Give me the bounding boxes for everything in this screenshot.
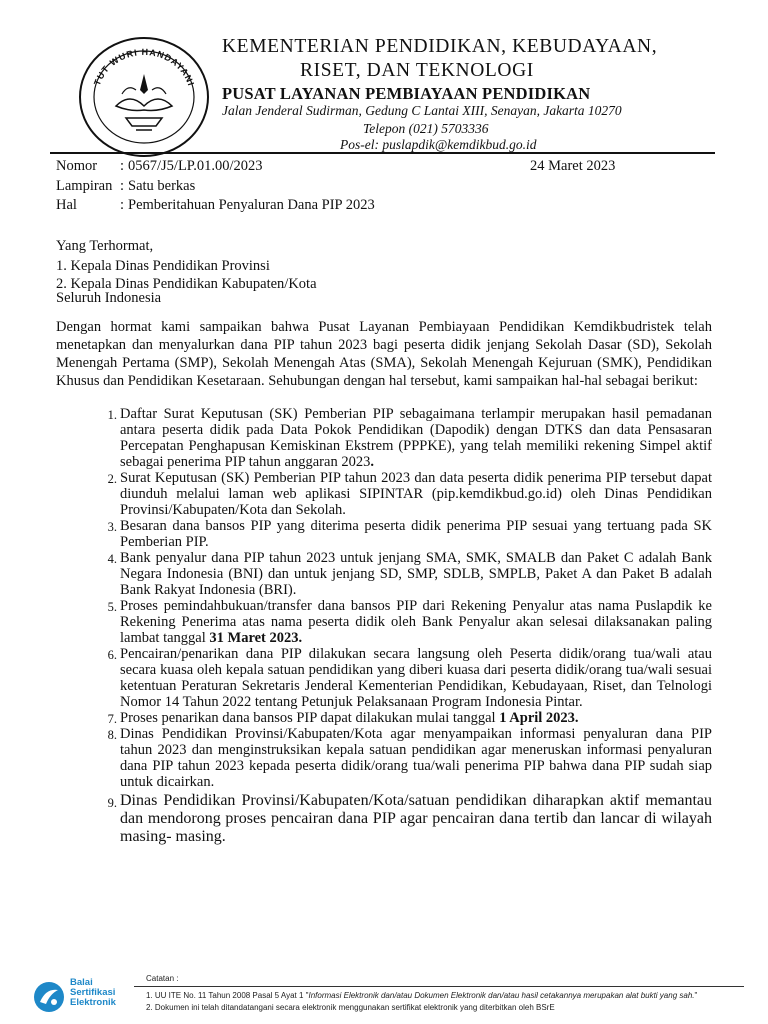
list-item: 5. Proses pemindahbukuan/transfer dana bansos PIP dari Rekening Penyalur atas nama Puslapdik ke Rekening Penerima atas nama peserta didik oleh Bank Penyalur akan selesai dilaksanakan paling lambat tanggal 31 Maret 2023. bbox=[107, 598, 712, 646]
list-item: 9. Dinas Pendidikan Provinsi/Kabupaten/Kota/satuan pendidikan diharapkan aktif memantau dan mendorong proses pencairan dana PIP agar pencairan dana tertib dan lancar di wilayah masing- masing. bbox=[107, 792, 712, 845]
bse-logo-line1: Balai bbox=[70, 977, 93, 988]
letter-date: 24 Maret 2023 bbox=[530, 158, 616, 174]
lampiran-value: Satu berkas bbox=[128, 178, 196, 194]
addressee-line3: Seluruh Indonesia bbox=[56, 290, 162, 306]
logo-motto: TUT WURI HANDAYANI bbox=[91, 46, 197, 88]
ministry-title-line1: KEMENTERIAN PENDIDIKAN, KEBUDAYAAN, bbox=[222, 36, 658, 57]
ministry-title-line2: RISET, DAN TEKNOLOGI bbox=[300, 60, 534, 81]
list-item: 7. Proses penarikan dana bansos PIP dapat dilakukan mulai tanggal 1 April 2023. bbox=[107, 710, 579, 726]
list-item: 6. Pencairan/penarikan dana PIP dilakukan secara langsung oleh Peserta didik/orang tua/wali atau secara kuasa oleh kepala satuan pendidikan yang diberi kuasa dari peserta didik/orang tua/wali sesuai ketentuan Peraturan Sekretaris Jenderal Kementerian Pendidikan, Kebudayaan, Riset, dan Telnologi Nomor 14 Tahun 2022 tentang Petunjuk Pelaksanaan Program Indonesia Pintar. bbox=[107, 646, 712, 710]
nomor-value: 0567/J5/LP.01.00/2023 bbox=[128, 158, 263, 174]
body-paragraph: Dengan hormat kami sampaikan bahwa Pusat Layanan Pembiayaan Pendidikan Kemdikbudristek telah menetapkan dan menyalurkan dana PIP tahun 2023 bagi peserta didik jenjang Sekolah Dasar (SD), Sekolah Menengah Pertama (SMP), Sekolah Menengah Atas (SMA), Sekolah Menengah Kejuruan (SMK), Pendidikan Khusus dan Pendidikan Kesetaraan. Sehubungan dengan hal tersebut, kami sampaikan hal-hal sebagai berikut: bbox=[56, 319, 712, 389]
hal-colon: : bbox=[120, 197, 125, 213]
bse-logo-line2: Sertifikasi bbox=[70, 987, 116, 998]
bse-emblem-icon bbox=[32, 980, 66, 1014]
bse-logo bbox=[32, 978, 132, 1018]
hal-value: Pemberitahuan Penyaluran Dana PIP 2023 bbox=[128, 197, 375, 213]
footer-note-2: 2. Dokumen ini telah ditandatangani secara elektronik menggunakan sertifikat elektronik yang diterbitkan oleh BSrE bbox=[146, 1003, 555, 1012]
office-email: Pos-el: puslapdik@kemdikbud.go.id bbox=[340, 137, 537, 152]
office-address: Jalan Jenderal Sudirman, Gedung C Lantai XIII, Senayan, Jakarta 10270 bbox=[222, 103, 622, 118]
lampiran-label: Lampiran bbox=[56, 178, 113, 194]
list-item: 1. Daftar Surat Keputusan (SK) Pemberian PIP sebagaimana terlampir merupakan hasil pemadanan antara peserta didik pada Data Pokok Pendidikan (Dapodik) dengan DTKS dan data Pensasaran Percepatan Penghapusan Kemiskinan Ekstrem (PPPKE), yang telah memiliki rekening Simpel aktif sebagai penerima PIP tahun anggaran 2023. bbox=[107, 406, 712, 470]
hal-label: Hal bbox=[56, 197, 77, 213]
tut-wuri-handayani-logo bbox=[76, 34, 212, 160]
addressee-line2: 2. Kepala Dinas Pendidikan Kabupaten/Kota bbox=[56, 276, 317, 292]
addressee-greeting: Yang Terhormat, bbox=[56, 238, 154, 254]
points-list bbox=[56, 406, 712, 846]
footer-title: Catatan : bbox=[146, 974, 179, 983]
bse-logo-line3: Elektronik bbox=[70, 997, 116, 1008]
office-title: PUSAT LAYANAN PEMBIAYAAN PENDIDIKAN bbox=[222, 84, 591, 103]
footer-note-1: 1. UU ITE No. 11 Tahun 2008 Pasal 5 Ayat 1 "Informasi Elektronik dan/atau Dokumen Elektronik dan/atau hasil cetakannya merupakan alat bukti yang sah." bbox=[146, 991, 698, 1000]
letterhead-divider bbox=[50, 152, 715, 154]
list-item: 4. Bank penyalur dana PIP tahun 2023 untuk jenjang SMA, SMK, SMALB dan Paket C adalah Bank Negara Indonesia (BNI) dan untuk jenjang SD, SMP, SDLB, SMPLB, Paket A dan Paket B adalah Bank Rakyat Indonesia (BRI). bbox=[107, 550, 712, 598]
list-item: 8. Dinas Pendidikan Provinsi/Kabupaten/Kota agar menyampaikan informasi penyaluran dana PIP tahun 2023 dan menginstruksikan kepala satuan pendidikan agar meneruskan informasi penyaluran dana PIP tahun 2023 kepada peserta didik/orang tua/wali penerima PIP bahwa dana PIP sudah siap untuk dicairkan. bbox=[107, 726, 712, 790]
nomor-label: Nomor bbox=[56, 158, 98, 174]
list-item: 3. Besaran dana bansos PIP yang diterima peserta didik penerima PIP sesuai yang tertuang pada SK Pemberian PIP. bbox=[107, 518, 712, 550]
office-phone: Telepon (021) 5703336 bbox=[363, 121, 489, 136]
addressee-line1: 1. Kepala Dinas Pendidikan Provinsi bbox=[56, 258, 270, 274]
lampiran-colon: : bbox=[120, 178, 125, 194]
nomor-colon: : bbox=[120, 158, 125, 174]
footer-divider bbox=[134, 986, 744, 987]
list-item: 2. Surat Keputusan (SK) Pemberian PIP tahun 2023 dan data peserta didik penerima PIP tersebut dapat diunduh melalui laman web aplikasi SIPINTAR (pip.kemdikbud.go.id) oleh Dinas Pendidikan Provinsi/Kabupaten/Kota dan Sekolah. bbox=[107, 470, 712, 518]
